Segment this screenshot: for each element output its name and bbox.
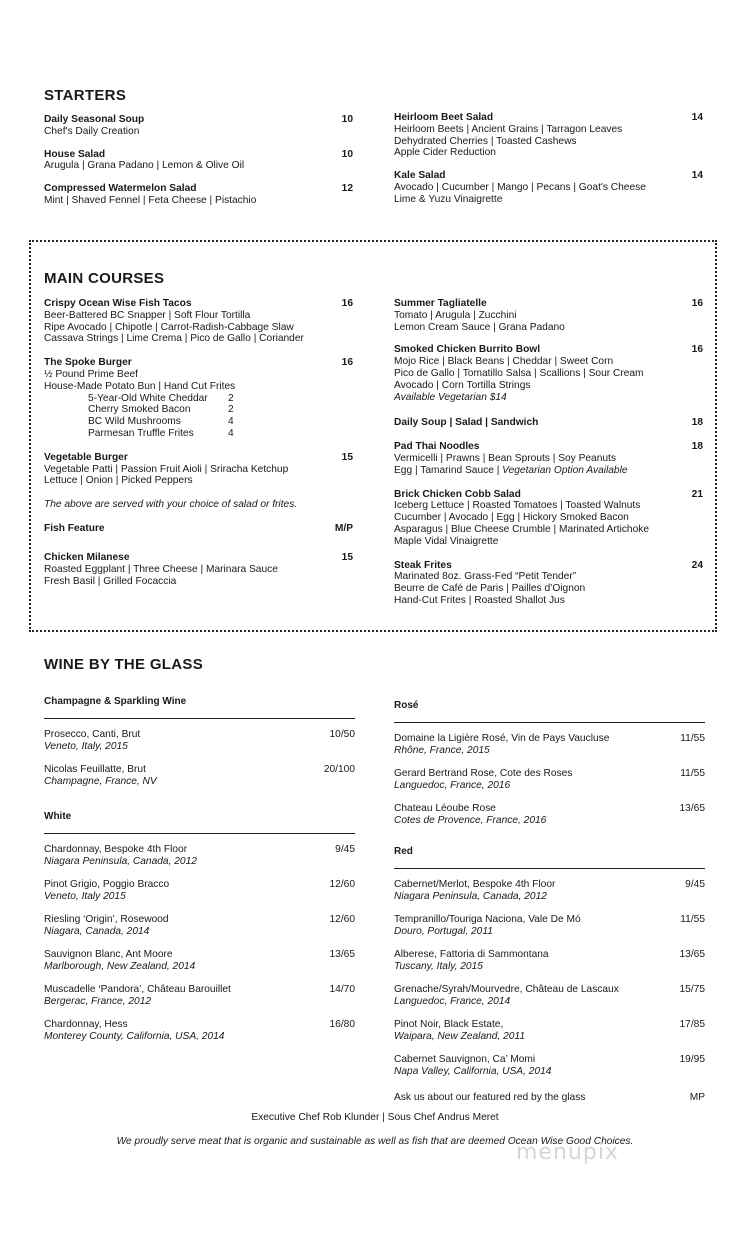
wine-name: Tempranillo/Touriga Naciona, Vale De Mó [394, 914, 581, 925]
item-name: House Salad [44, 148, 106, 160]
item-price: 10 [341, 148, 353, 160]
item-name: Brick Chicken Cobb Salad [394, 488, 521, 500]
menu-item [394, 560, 703, 607]
addon-name: 5-Year-Old White Cheddar [88, 392, 208, 404]
wine-item [44, 1019, 355, 1043]
wine-item [394, 733, 705, 757]
item-desc: Apple Cider Reduction [394, 147, 496, 159]
item-name: Compressed Watermelon Salad [44, 183, 197, 195]
wine-item [44, 729, 355, 753]
wine-item [44, 914, 355, 938]
item-name: Daily Seasonal Soup [44, 114, 145, 125]
item-desc: Ripe Avocado | Chipotle | Carrot-Radish-Cabbage Slaw [44, 321, 294, 333]
menu-item [44, 357, 353, 440]
wine-name: Chardonnay, Bespoke 4th Floor [44, 844, 188, 855]
wine-item [394, 914, 705, 938]
item-desc: Tomato | Arugula | Zucchini [394, 309, 517, 321]
item-price: M/P [334, 523, 353, 535]
item-price: 21 [691, 488, 703, 500]
wine-price: 15/75 [679, 984, 705, 995]
wine-item [394, 1019, 705, 1043]
watermark-logo: menupix [516, 1140, 619, 1165]
menu-item [394, 344, 703, 403]
wine-price: 11/55 [680, 914, 705, 925]
wine-region: Languedoc, France, 2016 [394, 780, 511, 791]
mains-left-column [44, 298, 353, 587]
addon-name: Cherry Smoked Bacon [88, 404, 191, 416]
wine-price: 9/45 [685, 879, 705, 890]
wine-price: 11/55 [680, 768, 705, 779]
item-desc: House-Made Potato Bun | Hand Cut Frites [44, 380, 236, 392]
wine-right-column [394, 700, 705, 1115]
menu-item [44, 552, 353, 587]
item-name: Heirloom Beet Salad [394, 112, 494, 123]
item-desc: Chef's Daily Creation [44, 125, 140, 137]
item-desc: Beer-Battered BC Snapper | Soft Flour Tortilla [44, 309, 251, 321]
wine-region: Champagne, France, NV [44, 776, 157, 787]
item-desc: Avocado | Corn Tortilla Strings [394, 379, 531, 391]
wine-name: Prosecco, Canti, Brut [44, 729, 141, 740]
item-desc: Hand-Cut Frites | Roasted Shallot Jus [394, 594, 565, 606]
menu-item [44, 183, 353, 207]
wine-name: Cabernet Sauvignon, Ca’ Momi [394, 1054, 536, 1065]
item-price: 15 [341, 551, 353, 563]
item-name: Pad Thai Noodles [394, 441, 480, 453]
wine-region: Niagara Peninsula, Canada, 2012 [44, 856, 197, 867]
wine-item [394, 879, 705, 903]
wine-name: Pinot Noir, Black Estate, [394, 1019, 504, 1030]
wine-group-white: White [44, 811, 355, 834]
item-desc: Maple Vidal Vinaigrette [394, 535, 499, 547]
wine-name: Chateau Léoube Rose [394, 803, 496, 814]
addon-price: 2 [228, 392, 234, 404]
item-desc: Beurre de Café de Paris | Pailles d’Oignon [394, 583, 586, 595]
starters-left-column [44, 114, 353, 207]
item-name: Kale Salad [394, 170, 446, 182]
item-name: Smoked Chicken Burrito Bowl [394, 344, 541, 356]
wine-group-red: Red [394, 846, 705, 869]
item-price: 14 [691, 112, 703, 123]
item-price: 14 [691, 170, 703, 182]
wine-name: Chardonnay, Hess [44, 1019, 128, 1030]
menu-item [394, 298, 703, 333]
item-price: 18 [691, 441, 703, 453]
wine-left-column [44, 696, 355, 1054]
item-desc: Lemon Cream Sauce | Grana Padano [394, 321, 565, 333]
item-desc: Iceberg Lettuce | Roasted Tomatoes | Toasted Walnuts [394, 500, 641, 512]
wine-name: Sauvignon Blanc, Ant Moore [44, 949, 173, 960]
mains-right-column [394, 298, 703, 607]
wine-region: Douro, Portugal, 2011 [394, 926, 493, 937]
wine-item [44, 949, 355, 973]
wine-item [394, 949, 705, 973]
item-desc: Dehydrated Cherries | Toasted Cashews [394, 135, 577, 147]
wine-name: Alberese, Fattoria di Sammontana [394, 949, 549, 960]
item-desc: Vermicelli | Prawns | Bean Sprouts | Soy Peanuts [394, 452, 616, 464]
item-desc [394, 465, 703, 477]
item-name: Daily Soup | Salad | Sandwich [394, 417, 539, 429]
wine-item [44, 879, 355, 903]
wine-price: 12/60 [329, 879, 355, 890]
served-note: The above are served with your choice of salad or frites. [44, 499, 298, 511]
item-name: Fish Feature [44, 523, 105, 535]
wine-group-sparkling: Champagne & Sparkling Wine [44, 696, 355, 719]
starters-title: STARTERS [44, 87, 127, 104]
wine-region: Veneto, Italy, 2015 [44, 741, 128, 752]
item-desc: Heirloom Beets | Ancient Grains | Tarragon Leaves [394, 123, 623, 135]
wine-name: Pinot Grigio, Poggio Bracco [44, 879, 170, 890]
wine-name: Riesling ‘Origin’, Rosewood [44, 914, 169, 925]
wine-name: Muscadelle ‘Pandora’, Château Barouillet [44, 984, 231, 995]
item-price: 16 [341, 298, 353, 309]
wine-region: Cotes de Provence, France, 2016 [394, 815, 547, 826]
wine-item [394, 768, 705, 792]
chef-credits: Executive Chef Rob Klunder | Sous Chef Andrus Meret [251, 1112, 499, 1123]
wine-price: 19/95 [679, 1054, 705, 1065]
wine-name: Cabernet/Merlot, Bespoke 4th Floor [394, 879, 556, 890]
wine-price: 20/100 [323, 764, 355, 775]
wine-item [44, 764, 355, 788]
item-name: Vegetable Burger [44, 451, 128, 463]
item-desc: Vegetable Patti | Passion Fruit Aioli | Sriracha Ketchup [44, 463, 289, 475]
item-price: 16 [691, 344, 703, 356]
wine-group-rose: Rosé [394, 700, 705, 723]
item-price: 16 [691, 298, 703, 309]
item-desc: Lime & Yuzu Vinaigrette [394, 193, 503, 205]
item-desc: Marinated 8oz. Grass-Fed “Petit Tender” [394, 571, 577, 583]
item-name: Steak Frites [394, 559, 452, 571]
item-desc: Fresh Basil | Grilled Focaccia [44, 575, 177, 587]
item-desc: Arugula | Grana Padano | Lemon & Olive Oil [44, 160, 245, 172]
wine-price: 17/85 [679, 1019, 705, 1030]
wine-region: Tuscany, Italy, 2015 [394, 961, 483, 972]
wine-price: 16/80 [329, 1019, 355, 1030]
addon-price: 4 [228, 427, 234, 439]
item-desc: Pico de Gallo | Tomatillo Salsa | Scallions | Sour Cream [394, 367, 644, 379]
item-price: 15 [341, 451, 353, 463]
wine-price: 13/65 [679, 949, 705, 960]
menu-item [394, 112, 703, 159]
menu-item [394, 170, 703, 205]
sustainability-statement: We proudly serve meat that is organic and sustainable as well as fish that are deemed Ocean Wise Good Choices. [116, 1136, 634, 1147]
item-name: Summer Tagliatelle [394, 298, 487, 309]
item-price: 24 [691, 559, 703, 571]
wine-region: Niagara Peninsula, Canada, 2012 [394, 891, 547, 902]
menu-item [44, 114, 353, 138]
wine-region: Napa Valley, California, USA, 2014 [394, 1066, 552, 1077]
wine-price: 14/70 [329, 984, 355, 995]
wine-item [394, 803, 705, 827]
wine-region: Bergerac, France, 2012 [44, 996, 152, 1007]
wine-region: Niagara, Canada, 2014 [44, 926, 150, 937]
addon-name: BC Wild Mushrooms [88, 416, 181, 428]
item-price: 16 [341, 357, 353, 369]
item-desc: Avocado | Cucumber | Mango | Pecans | Goat's Cheese [394, 181, 646, 193]
wine-item [394, 984, 705, 1008]
featured-red-price: MP [689, 1092, 705, 1103]
menu-item [394, 441, 703, 476]
menu-item [44, 523, 353, 535]
wine-item [44, 984, 355, 1008]
item-desc: Mint | Shaved Fennel | Feta Cheese | Pistachio [44, 194, 257, 206]
addon-name: Parmesan Truffle Frites [88, 427, 194, 439]
item-note: Available Vegetarian $14 [394, 391, 507, 403]
wine-price: 9/45 [335, 844, 355, 855]
menu-item [44, 452, 353, 487]
menu-item [394, 417, 703, 429]
wine-price: 10/50 [329, 729, 355, 740]
wine-item [394, 1054, 705, 1078]
wine-region: Monterey County, California, USA, 2014 [44, 1031, 225, 1042]
addon-price: 2 [228, 404, 234, 416]
featured-red [394, 1092, 705, 1104]
wine-item [44, 844, 355, 868]
item-desc: Lettuce | Onion | Picked Peppers [44, 475, 193, 487]
addon-price: 4 [228, 416, 234, 428]
wine-price: 13/65 [329, 949, 355, 960]
item-desc: Mojo Rice | Black Beans | Cheddar | Sweet Corn [394, 356, 614, 368]
menu-item [44, 298, 353, 345]
item-desc: Roasted Eggplant | Three Cheese | Marinara Sauce [44, 563, 278, 575]
item-note: Vegetarian Option Available [502, 464, 628, 476]
menu-item [394, 489, 703, 548]
wine-price: 13/65 [679, 803, 705, 814]
main-courses-title: MAIN COURSES [44, 270, 165, 287]
wine-region: Languedoc, France, 2014 [394, 996, 511, 1007]
item-name: The Spoke Burger [44, 357, 132, 369]
wine-price: 11/55 [680, 733, 705, 744]
wine-title: WINE BY THE GLASS [44, 656, 204, 673]
wine-region: Waipara, New Zealand, 2011 [394, 1031, 526, 1042]
wine-name: Grenache/Syrah/Mourvedre, Château de Lascaux [394, 984, 619, 995]
item-price: 12 [341, 183, 353, 195]
item-name: Chicken Milanese [44, 551, 130, 563]
item-desc: ½ Pound Prime Beef [44, 368, 139, 380]
item-desc: Cassava Strings | Lime Crema | Pico de Gallo | Coriander [44, 333, 304, 345]
item-desc: Asparagus | Blue Cheese Crumble | Marinated Artichoke [394, 523, 650, 535]
wine-name: Nicolas Feuillatte, Brut [44, 764, 146, 775]
featured-red-text: Ask us about our featured red by the glass [394, 1092, 586, 1103]
item-name: Crispy Ocean Wise Fish Tacos [44, 298, 192, 309]
burger-addons [88, 393, 353, 440]
wine-name: Gerard Bertrand Rose, Cote des Roses [394, 768, 573, 779]
starters-right-column [394, 112, 703, 206]
menu-item [44, 149, 353, 173]
item-desc-text: Egg | Tamarind Sauce | [394, 464, 503, 476]
item-price: 18 [691, 417, 703, 429]
wine-name: Domaine la Ligière Rosé, Vin de Pays Vaucluse [394, 733, 610, 744]
wine-price: 12/60 [329, 914, 355, 925]
wine-region: Marlborough, New Zealand, 2014 [44, 961, 196, 972]
wine-region: Rhône, France, 2015 [394, 745, 490, 756]
wine-region: Veneto, Italy 2015 [44, 891, 126, 902]
item-desc: Cucumber | Avocado | Egg | Hickory Smoked Bacon [394, 512, 629, 524]
item-price: 10 [341, 114, 353, 125]
